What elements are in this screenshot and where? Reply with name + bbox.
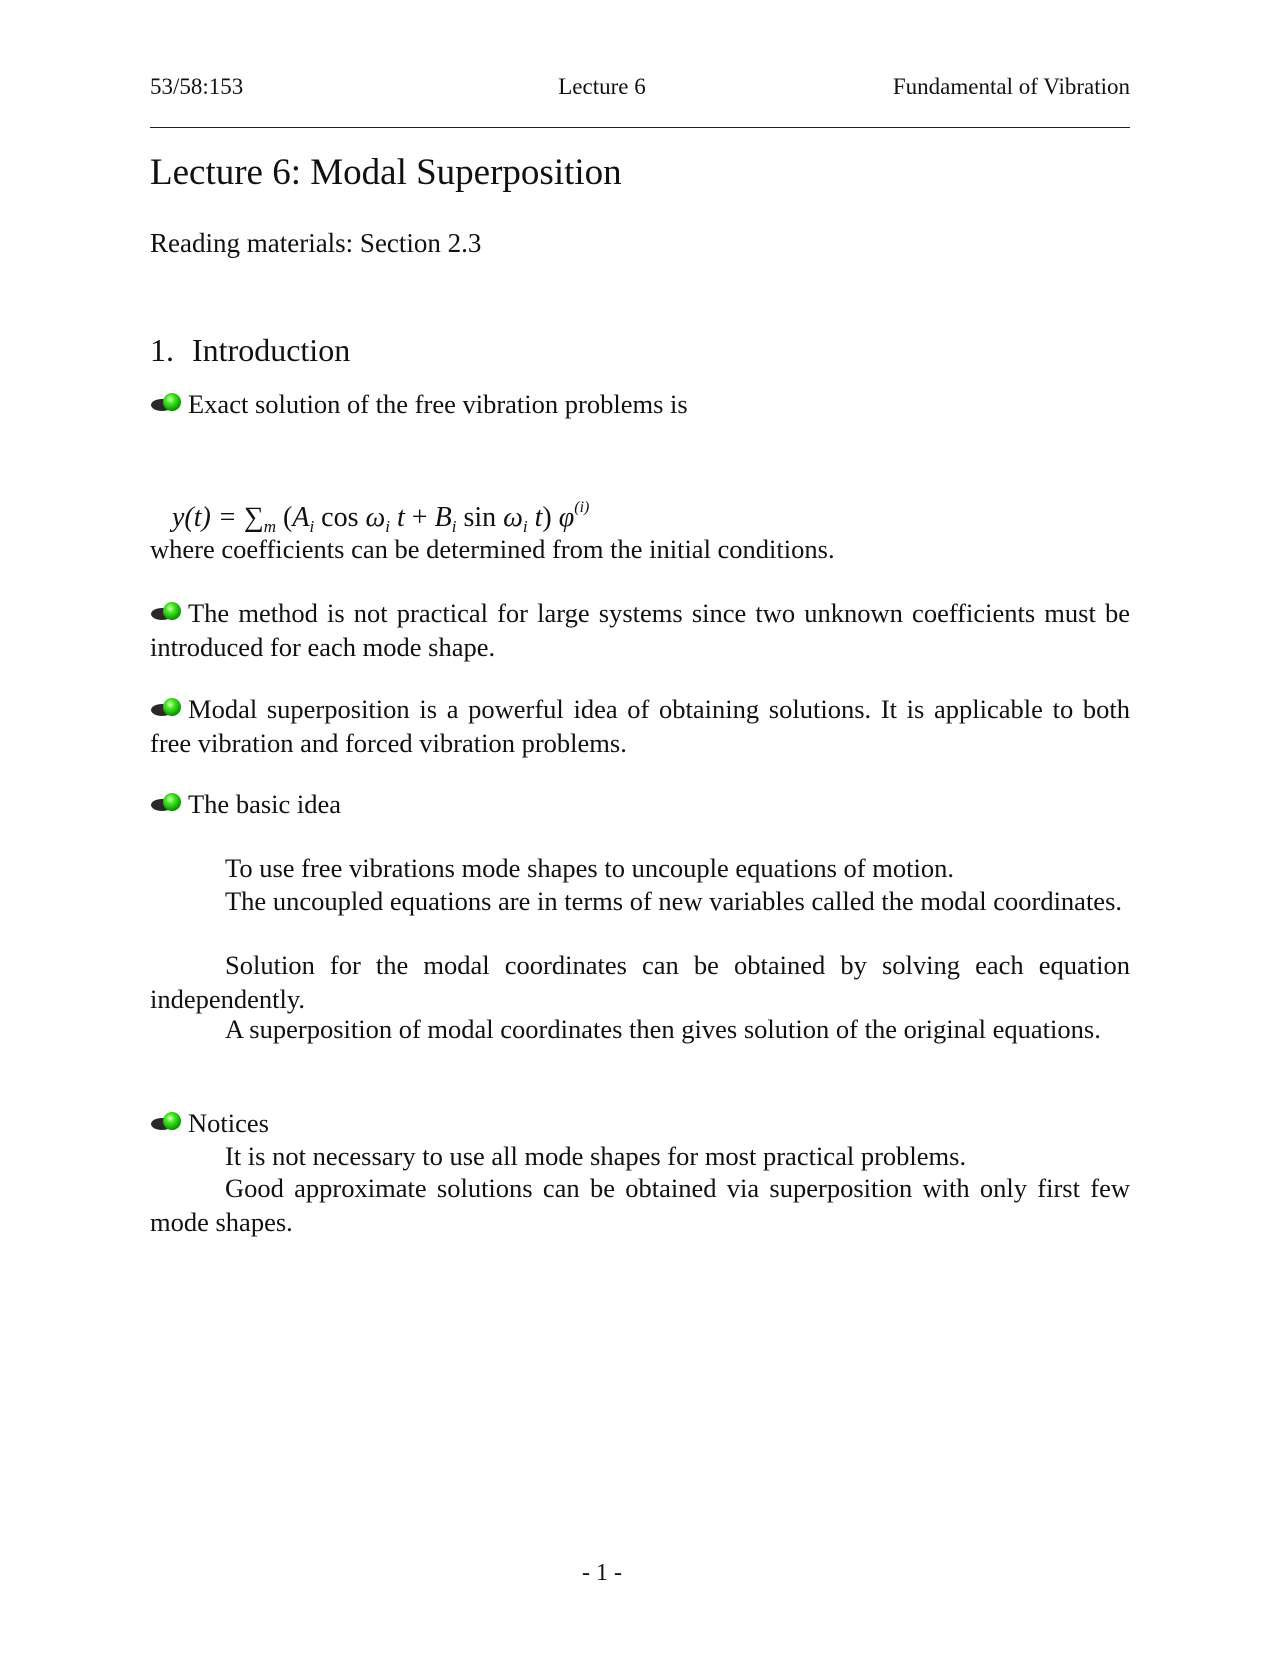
formula-sin: sin <box>456 502 504 533</box>
document-page <box>150 0 1130 1656</box>
page-number: - 1 - <box>582 1560 622 1586</box>
bullet-basic-idea <box>150 788 1130 822</box>
formula-a-index: i <box>309 517 315 536</box>
header-lecture: Lecture 6 <box>558 74 646 99</box>
bullet-icon <box>150 791 184 815</box>
notices-item: It is not necessary to use all mode shapes for most practical problems. <box>225 1141 967 1171</box>
formula-omega-index: i <box>385 517 391 536</box>
formula-lhs: y(t) = <box>172 502 244 533</box>
basic-idea-item: The uncoupled equations are in terms of new variables called the modal coordinates. <box>225 886 1123 916</box>
header-course-number: 53/58:153 <box>150 74 244 99</box>
page-title: Lecture 6: Modal Superposition <box>150 152 622 193</box>
formula-omega-2-index: i <box>522 517 528 536</box>
bullet-text: The method is not practical for large systems since two unknown coefficients must be introduced for each mode shape. <box>150 598 1130 662</box>
section-title: Introduction <box>192 332 351 368</box>
bullet-exact-solution <box>150 388 1130 422</box>
formula-plus: + <box>404 502 435 533</box>
formula-open: ( <box>276 502 293 533</box>
basic-idea-item: A superposition of modal coordinates then gives solution of the original equations. <box>225 1014 1101 1044</box>
where-paragraph: where coefficients can be determined from the initial conditions. <box>150 534 835 564</box>
formula-sum: ∑ <box>243 502 264 533</box>
formula-a: A <box>292 502 310 533</box>
basic-idea-item: To use free vibrations mode shapes to uncouple equations of motion. <box>225 853 954 883</box>
formula-cos: cos <box>314 502 366 533</box>
formula-sum-index: m <box>263 517 276 536</box>
bullet-text: The basic idea <box>188 789 342 819</box>
bullet-icon <box>150 600 184 624</box>
bullet-icon <box>150 391 184 415</box>
formula-t: t <box>390 502 405 533</box>
bullet-icon <box>150 696 184 720</box>
bullet-text: Exact solution of the free vibration problems is <box>188 389 688 419</box>
notices-item: Good approximate solutions can be obtained via superposition with only first few mode shapes. <box>150 1173 1130 1237</box>
formula-b-index: i <box>451 517 457 536</box>
bullet-icon <box>150 1110 184 1134</box>
formula-phi: φ <box>558 502 575 533</box>
basic-idea-item: Solution for the modal coordinates can be obtained by solving each equation independently. <box>150 950 1130 1014</box>
bullet-notices <box>150 1107 1130 1141</box>
page-header <box>150 72 1130 102</box>
bullet-method-not-practical <box>150 597 1130 664</box>
header-divider <box>150 127 1130 128</box>
header-subject: Fundamental of Vibration <box>892 74 1130 99</box>
section-number: 1. <box>150 332 174 368</box>
formula-close: ) <box>542 502 559 533</box>
formula-b: B <box>434 502 452 533</box>
bullet-text: Modal superposition is a powerful idea of obtaining solutions. It is applicable to both free vibration and forced vibration problems. <box>150 694 1130 758</box>
formula-t-2: t <box>527 502 543 533</box>
reading-materials: Reading materials: Section 2.3 <box>150 228 482 258</box>
section-heading <box>150 330 350 370</box>
formula-phi-superscript: (i) <box>574 499 590 516</box>
formula-omega: ω <box>365 502 386 533</box>
bullet-modal-superposition <box>150 693 1130 760</box>
bullet-text: Notices <box>188 1108 269 1138</box>
formula-omega-2: ω <box>503 502 523 533</box>
